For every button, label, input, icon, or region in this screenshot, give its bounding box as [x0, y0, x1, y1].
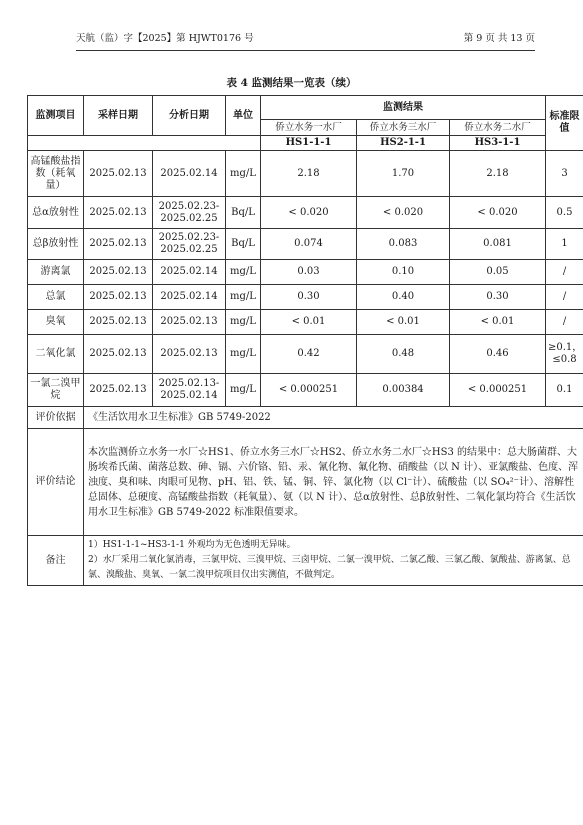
- row-analysis-date: 2025.02.23-2025.02.25: [153, 197, 226, 229]
- table-row: [28, 197, 583, 229]
- row-sample-date: 2025.02.13: [84, 197, 153, 229]
- remark-2: 2）水厂采用二氧化氯消毒，三氯甲烷、三溴甲烷、三卤甲烷、二氯一溴甲烷、二氯乙酸、三氯乙酸、氯酸盐、游离氯、总氯、溴酸盐、臭氧、一氯二溴甲烷项目仅出实测值，不做判定。: [88, 555, 571, 580]
- row-item: 一氯二溴甲烷: [28, 374, 84, 407]
- row-unit: mg/L: [226, 335, 261, 374]
- row-sample-date: 2025.02.13: [84, 229, 153, 260]
- row-value-hs1: 0.42: [261, 335, 357, 374]
- row-sample-date: 2025.02.13: [84, 310, 153, 335]
- row-limit: 0.5: [546, 197, 583, 229]
- row-value-hs1: 2.18: [261, 151, 357, 197]
- basis-text: 《生活饮用水卫生标准》GB 5749-2022: [84, 407, 583, 429]
- remark-1: 1）HS1-1-1~HS3-1-1 外观均为无色透明无异味。: [88, 540, 296, 550]
- row-analysis-date: 2025.02.23-2025.02.25: [153, 229, 226, 260]
- row-limit: ≥0.1，≤0.8: [546, 335, 583, 374]
- row-limit: /: [546, 310, 583, 335]
- header-row-3: [28, 136, 583, 151]
- row-value-hs3: < 0.01: [450, 310, 546, 335]
- basis-row: [28, 407, 583, 429]
- remarks-cell: [84, 536, 583, 586]
- row-sample-date: 2025.02.13: [84, 260, 153, 285]
- row-value-hs2: 0.40: [357, 285, 450, 310]
- row-limit: 1: [546, 229, 583, 260]
- col-item-header: 监测项目: [28, 96, 84, 136]
- row-value-hs3: < 0.000251: [450, 374, 546, 407]
- row-unit: mg/L: [226, 260, 261, 285]
- row-item: 总β放射性: [28, 229, 84, 260]
- row-value-hs1: 0.30: [261, 285, 357, 310]
- table-row: [28, 374, 583, 407]
- page-header: [76, 30, 535, 48]
- row-value-hs2: 1.70: [357, 151, 450, 197]
- remarks-label: 备注: [28, 536, 84, 586]
- row-value-hs1: 0.03: [261, 260, 357, 285]
- row-analysis-date: 2025.02.13: [153, 310, 226, 335]
- plant-2-header: 侨立水务二水厂: [450, 120, 546, 136]
- results-table: [27, 95, 583, 586]
- row-item: 游离氯: [28, 260, 84, 285]
- row-item: 总α放射性: [28, 197, 84, 229]
- row-limit: 0.1: [546, 374, 583, 407]
- row-item: 总氯: [28, 285, 84, 310]
- table-row: [28, 260, 583, 285]
- header-row-1: [28, 96, 583, 120]
- header-filler: [28, 136, 261, 151]
- row-value-hs2: 0.00384: [357, 374, 450, 407]
- col-results-header: 监测结果: [261, 96, 546, 120]
- conclusion-label: 评价结论: [28, 429, 84, 536]
- table-row: [28, 229, 583, 260]
- table-row: [28, 335, 583, 374]
- row-analysis-date: 2025.02.14: [153, 151, 226, 197]
- row-value-hs2: < 0.01: [357, 310, 450, 335]
- row-unit: mg/L: [226, 310, 261, 335]
- table-row: [28, 285, 583, 310]
- row-analysis-date: 2025.02.14: [153, 285, 226, 310]
- col-limit-header: 标准限值: [546, 96, 583, 151]
- plant-1-header: 侨立水务一水厂: [261, 120, 357, 136]
- row-value-hs3: 0.081: [450, 229, 546, 260]
- row-value-hs3: 0.46: [450, 335, 546, 374]
- row-item: 高锰酸盐指数（耗氧量）: [28, 151, 84, 197]
- conclusion-text: 本次监测侨立水务一水厂☆HS1、侨立水务三水厂☆HS2、侨立水务二水厂☆HS3 的结果中：总大肠菌群、大肠埃希氏菌、菌落总数、砷、镉、六价铬、铅、汞、氰化物、氟化物、硝酸盐（以 N 计）、亚氯酸盐、色度、浑浊度、臭和味、肉眼可见物、pH、铝、铁、锰、铜、锌、氯化物（以 Cl⁻计）、硫酸盐（以 SO₄²⁻计）、溶解性总固体、总硬度、高锰酸盐指数（耗氧量）、氨（以 N 计）、总α放射性、总β放射性、二氧化氯均符合《生活饮用水卫生标准》GB 5749-2022 标准限值要求。: [84, 429, 583, 536]
- row-value-hs3: 2.18: [450, 151, 546, 197]
- row-unit: mg/L: [226, 374, 261, 407]
- row-value-hs2: 0.48: [357, 335, 450, 374]
- row-value-hs3: 0.30: [450, 285, 546, 310]
- row-limit: 3: [546, 151, 583, 197]
- sample-code-1: HS1-1-1: [261, 136, 357, 151]
- conclusion-row: [28, 429, 583, 536]
- report-number: 天航（监）字【2025】第 HJWT0176 号: [76, 33, 254, 44]
- table-row: [28, 151, 583, 197]
- row-item: 二氧化氯: [28, 335, 84, 374]
- row-unit: mg/L: [226, 151, 261, 197]
- row-sample-date: 2025.02.13: [84, 151, 153, 197]
- row-analysis-date: 2025.02.13: [153, 335, 226, 374]
- row-unit: mg/L: [226, 285, 261, 310]
- row-value-hs1: < 0.020: [261, 197, 357, 229]
- col-unit-header: 单位: [226, 96, 261, 136]
- table-row: [28, 310, 583, 335]
- remarks-row: [28, 536, 583, 586]
- row-value-hs2: 0.10: [357, 260, 450, 285]
- col-analysis-date-header: 分析日期: [153, 96, 226, 136]
- page-number: 第 9 页 共 13 页: [463, 33, 535, 44]
- row-analysis-date: 2025.02.14: [153, 260, 226, 285]
- sample-code-3: HS3-1-1: [450, 136, 546, 151]
- row-item: 臭氧: [28, 310, 84, 335]
- row-limit: /: [546, 260, 583, 285]
- row-value-hs3: 0.05: [450, 260, 546, 285]
- row-value-hs3: < 0.020: [450, 197, 546, 229]
- row-unit: Bq/L: [226, 229, 261, 260]
- row-value-hs1: < 0.01: [261, 310, 357, 335]
- plant-3-header: 侨立水务三水厂: [357, 120, 450, 136]
- row-value-hs1: < 0.000251: [261, 374, 357, 407]
- row-limit: /: [546, 285, 583, 310]
- row-value-hs2: < 0.020: [357, 197, 450, 229]
- row-sample-date: 2025.02.13: [84, 285, 153, 310]
- row-sample-date: 2025.02.13: [84, 335, 153, 374]
- row-unit: Bq/L: [226, 197, 261, 229]
- table-caption: 表 4 监测结果一览表（续）: [226, 77, 357, 89]
- row-value-hs2: 0.083: [357, 229, 450, 260]
- sample-code-2: HS2-1-1: [357, 136, 450, 151]
- header-rule: [76, 50, 535, 51]
- basis-label: 评价依据: [28, 407, 84, 429]
- col-sample-date-header: 采样日期: [84, 96, 153, 136]
- row-sample-date: 2025.02.13: [84, 374, 153, 407]
- row-analysis-date: 2025.02.13-2025.02.14: [153, 374, 226, 407]
- row-value-hs1: 0.074: [261, 229, 357, 260]
